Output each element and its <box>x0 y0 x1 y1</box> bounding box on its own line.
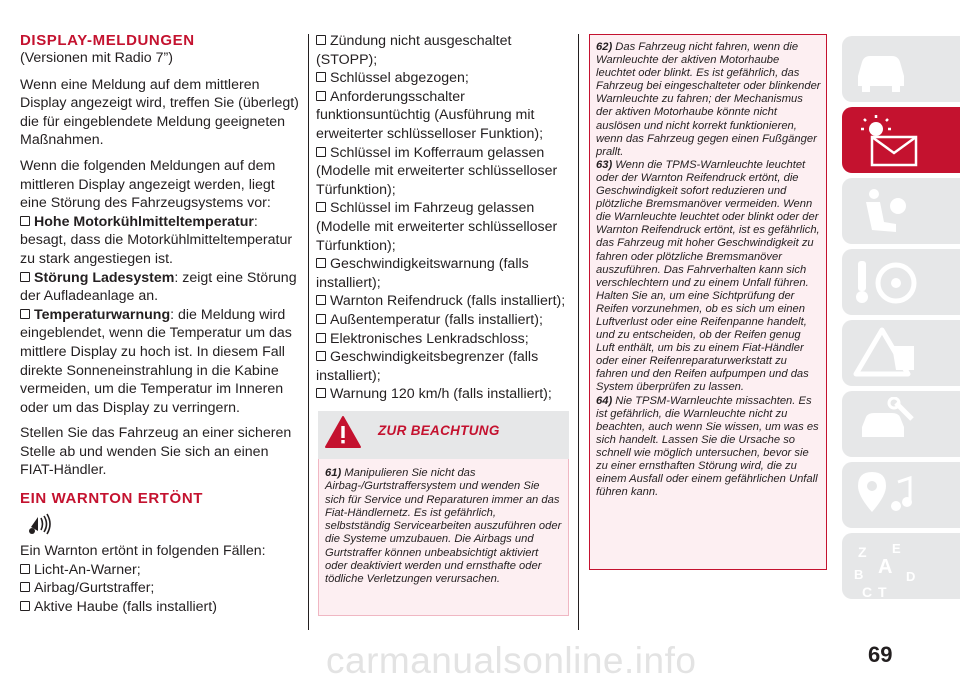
paragraph-2: Wenn die folgenden Meldungen auf dem mittleren Display angezeigt werden, liegt eine Störung des Fahrzeugsystems vor: <box>20 157 276 212</box>
bullet-text: : besagt, dass die Motorkühlmitteltemperatur zu stark angestiegen ist. <box>20 213 293 267</box>
bullet-item <box>20 579 302 598</box>
chapter-sidebar <box>842 36 960 604</box>
chapter-tab-start-drive[interactable] <box>842 249 960 315</box>
svg-text:B: B <box>854 567 864 582</box>
checkbox-bullet-icon <box>316 202 326 212</box>
warning-title: ZUR BEACHTUNG <box>378 423 500 438</box>
section-title-display-meldungen: DISPLAY-MELDUNGEN <box>20 32 195 49</box>
column-1 <box>20 32 302 616</box>
svg-text:C: C <box>862 584 873 599</box>
bullet-text: Schlüssel im Fahrzeug gelassen (Modelle mit erweiterter schlüsselloser Türfunktion); <box>316 200 558 254</box>
checkbox-bullet-icon <box>316 333 326 343</box>
paragraph-1: Wenn eine Meldung auf dem mittleren Display angezeigt wird, treffen Sie (überlegt) die für eingeblendete Meldung geeigneten Maßnahmen. <box>20 76 299 149</box>
bullet-title: Hohe Motorkühlmitteltemperatur <box>34 213 254 230</box>
warning-lights-message-icon <box>852 113 932 169</box>
music-location-icon <box>852 468 922 524</box>
note-ref: 61) <box>325 467 342 479</box>
seat-airbag-icon <box>852 184 912 238</box>
bullet-text: Zündung nicht ausgeschaltet (STOPP); <box>316 33 512 68</box>
note-text: Nie TPSM-Warnleuchte missachten. Es ist gefährlich, die Warnleuchte nicht zu beachten, auch wenn Sie wissen, um was es sich handelt. Lassen Sie die Ursache so schnell wie möglich untersuchen, bevor sie zu einer ernsthaften Störung wird, die zu einem Ausfall oder einem gefährlichen Unfall führen kann. <box>596 394 819 499</box>
column-divider <box>308 34 309 630</box>
bullet-item <box>20 213 302 269</box>
bullet-item <box>20 598 302 617</box>
car-info-icon <box>852 42 912 96</box>
bullet-item <box>316 311 569 330</box>
paragraph-3: Stellen Sie das Fahrzeug an einer sicheren Stelle ab und wenden Sie sich an einen FIAT-Händler. <box>20 425 292 479</box>
bullet-item <box>316 88 569 144</box>
checkbox-bullet-icon <box>20 564 30 574</box>
bullet-text: Schlüssel abgezogen; <box>330 70 469 87</box>
svg-text:A: A <box>878 556 893 578</box>
column-2 <box>316 32 569 404</box>
note-item <box>596 41 821 159</box>
checkbox-bullet-icon <box>316 147 326 157</box>
notes-box <box>589 34 827 570</box>
chapter-tab-maintenance[interactable] <box>842 391 960 457</box>
bullet-title: Störung Ladesystem <box>34 269 175 286</box>
note-item <box>596 159 821 395</box>
bullet-text: Airbag/Gurtstraffer; <box>34 580 155 597</box>
page-number: 69 <box>868 642 893 667</box>
checkbox-bullet-icon <box>316 258 326 268</box>
bullet-text: Warnton Reifendruck (falls installiert); <box>330 293 566 310</box>
subtitle-versions: (Versionen mit Radio 7”) <box>20 50 173 66</box>
bullet-item <box>316 292 569 311</box>
checkbox-bullet-icon <box>316 91 326 101</box>
bullet-text: Anforderungsschalter funktionsuntüchtig (Ausführung mit erweiterter schlüsselloser Funktion); <box>316 88 544 142</box>
checkbox-bullet-icon <box>316 72 326 82</box>
svg-text:D: D <box>906 569 916 584</box>
bullet-text: Elektronisches Lenkradschloss; <box>330 330 529 347</box>
checkbox-bullet-icon <box>20 582 30 592</box>
bullet-item <box>20 306 302 418</box>
hazard-triangle-icon <box>852 326 922 382</box>
chapter-tab-safety[interactable] <box>842 178 960 244</box>
chapter-tab-index[interactable] <box>842 533 960 599</box>
checkbox-bullet-icon <box>20 601 30 611</box>
bullet-text: : die Meldung wird eingeblendet, wenn die Temperatur um das mittlere Display zu hoch ist. In diesem Fall direkte Sonneneinstrahlung in die Kabine vermeiden, um die Temperatur im Inneren oder um das Display zu verringern. <box>20 306 292 416</box>
wrench-car-icon <box>852 397 922 453</box>
column-divider <box>578 34 579 630</box>
svg-text:Z: Z <box>858 544 867 560</box>
checkbox-bullet-icon <box>316 351 326 361</box>
svg-text:E: E <box>892 541 901 556</box>
bullet-item <box>316 144 569 200</box>
bullet-item <box>316 69 569 88</box>
note-text: Wenn die TPMS-Warnleuchte leuchtet oder der Warnton Reifendruck ertönt, die Geschwindigkeit sofort reduzieren und plötzliche Bremsmanöver vermeiden. Wenn die Warnleuchte leuchtet oder blinkt oder der Warnton Reifendruck ertönt, ist es gefährlich, das Fahrzeug mit hoher Geschwindigkeit zu fahren oder plötzliche Bremsmanöver auszuführen. Das Fahrverhalten kann sich verschlechtern und zu einem Unfall führen. Halten Sie an, um eine Sichtprüfung der Reifen vorzunehmen, ob es sich um einen Luftverlust oder eine Reifenpanne handelt, und zu entscheiden, ob der Reifen genug Luft enthält, um bis zu einem Fiat-Händler oder einer Reifenreparaturwerkstatt zu fahren und den Reifen aufpumpen und das System überprüfen zu lassen. <box>596 158 820 394</box>
chapter-tab-car[interactable] <box>842 36 960 102</box>
svg-text:T: T <box>878 584 887 599</box>
chapter-tab-warning-lights[interactable] <box>842 107 960 173</box>
bullet-item <box>316 330 569 349</box>
checkbox-bullet-icon <box>20 216 30 226</box>
watermark: carmanualsonline.info <box>326 640 697 678</box>
bullet-text: Warnung 120 km/h (falls installiert); <box>330 386 552 403</box>
bullet-item <box>316 348 569 385</box>
bullet-title: Temperaturwarnung <box>34 306 171 323</box>
warning-chime-icon <box>28 513 302 537</box>
warning-header <box>318 411 569 459</box>
warning-triangle-icon <box>324 415 362 449</box>
note-ref: 64) <box>596 394 613 407</box>
note-text: Das Fahrzeug nicht fahren, wenn die Warnleuchte der aktiven Motorhaube leuchtet oder blinkt. Es ist gefährlich, das Fahrzeug bei eingeschalteter oder blinkender Warnleuchte zu fahren; der Mechanismus der aktiven Motorhaube könnte nicht auslösen und nicht korrekt funktionieren, wenn das Fahrzeug gegen einen Fußgänger prallt. <box>596 41 821 158</box>
note-ref: 63) <box>596 158 613 171</box>
checkbox-bullet-icon <box>316 35 326 45</box>
checkbox-bullet-icon <box>316 388 326 398</box>
bullet-text: Aktive Haube (falls installiert) <box>34 598 217 615</box>
warning-box <box>318 411 569 616</box>
chapter-tab-multimedia[interactable] <box>842 462 960 528</box>
bullet-item <box>316 199 569 255</box>
warning-body <box>318 459 569 616</box>
section-title-warnton: EIN WARNTON ERTÖNT <box>20 490 204 508</box>
bullet-text: Geschwindigkeitswarnung (falls installiert); <box>316 256 529 291</box>
bullet-text: Geschwindigkeitsbegrenzer (falls installiert); <box>316 349 539 384</box>
bullet-text: Schlüssel im Kofferraum gelassen (Modelle mit erweiterter schlüsselloser Türfunktion); <box>316 144 558 198</box>
chapter-tab-emergency[interactable] <box>842 320 960 386</box>
bullet-item <box>316 385 569 404</box>
bullet-item <box>20 561 302 580</box>
note-text: Manipulieren Sie nicht das Airbag-/Gurtstraffersystem und wenden Sie sich für Service und Reparaturen immer an das Fiat-Händlernetz. Es ist gefährlich, selbstständig Servicearbeiten auszuführen oder die Systeme umzubauen. Die Airbags und Gurtstraffer können unbeabsichtigt aktiviert oder deaktiviert werden und ernsthafte oder tödliche Verletzungen verursachen. <box>325 467 562 586</box>
alphabet-index-icon <box>852 539 932 599</box>
checkbox-bullet-icon <box>316 314 326 324</box>
bullet-text: : zeigt eine Störung der Aufladeanlage an. <box>20 269 297 305</box>
bullet-item <box>20 269 302 306</box>
bullet-text: Außentemperatur (falls installiert); <box>330 311 543 328</box>
checkbox-bullet-icon <box>20 309 30 319</box>
note-item <box>596 395 821 500</box>
key-steering-wheel-icon <box>852 255 922 311</box>
paragraph-4: Ein Warnton ertönt in folgenden Fällen: <box>20 543 266 560</box>
bullet-item <box>316 255 569 292</box>
note-ref: 62) <box>596 41 613 53</box>
bullet-item <box>316 32 569 69</box>
checkbox-bullet-icon <box>316 295 326 305</box>
checkbox-bullet-icon <box>20 272 30 282</box>
bullet-text: Licht-An-Warner; <box>34 561 141 578</box>
